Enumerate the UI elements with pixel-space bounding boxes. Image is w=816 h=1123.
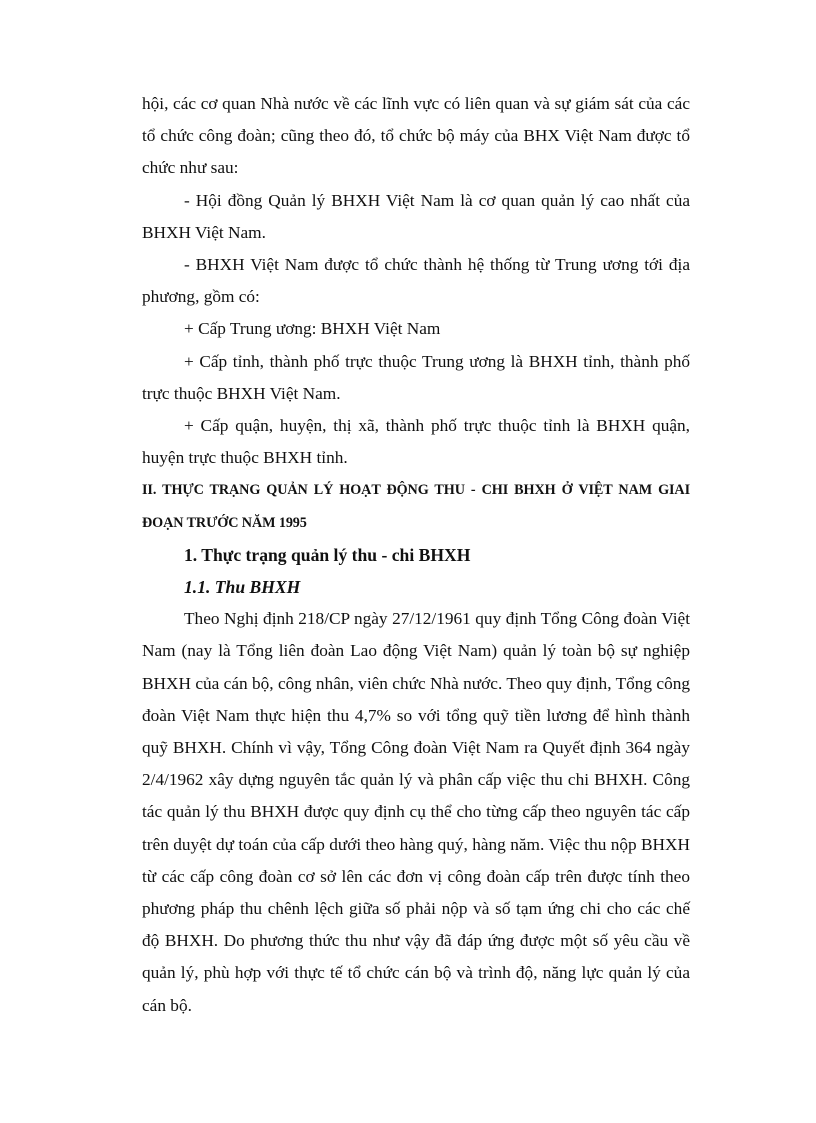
list-item-central-level: + Cấp Trung ương: BHXH Việt Nam xyxy=(184,319,441,339)
document-page xyxy=(142,88,690,1022)
list-item-provincial-level: + Cấp tỉnh, thành phố trực thuộc Trung ương là BHXH tỉnh, thành phố trực thuộc BHXH Việt Nam. xyxy=(142,351,690,403)
body-paragraph: Theo Nghị định 218/CP ngày 27/12/1961 quy định Tổng Công đoàn Việt Nam (nay là Tổng liên đoàn Lao động Việt Nam) quản lý toàn bộ sự nghiệp BHXH của cán bộ, công nhân, viên chức Nhà nước. Theo quy định, Tổng công đoàn Việt Nam thực hiện thu 4,7% so với tổng quỹ tiền lương để hình thành quỹ BHXH. Chính vì vậy, Tổng Công đoàn Việt Nam ra Quyết định 364 ngày 2/4/1962 xây dựng nguyên tắc quản lý và phân cấp việc thu chi BHXH. Công tác quản lý thu BHXH được quy định cụ thể cho từng cấp theo nguyên tác cấp trên duyệt dự toán của cấp dưới theo hàng quý, hàng năm. Việc thu nộp BHXH từ các cấp công đoàn cơ sở lên các đơn vị công đoàn cấp trên được tính theo phương pháp thu chênh lệch giữa số phải nộp và số tạm ứng chi cho các chế độ BHXH. Do phương thức thu như vậy đã đáp ứng được một số yêu cầu về quản lý, phù hợp với thực tế tổ chức cán bộ và trình độ, năng lực quản lý của cán bộ. xyxy=(142,609,690,1015)
subsection-heading: 1. Thực trạng quản lý thu - chi BHXH xyxy=(184,544,471,565)
paragraph-system-organization: - BHXH Việt Nam được tổ chức thành hệ thống từ Trung ương tới địa phương, gồm có: xyxy=(142,255,690,307)
subsubsection-heading: 1.1. Thu BHXH xyxy=(184,577,301,598)
paragraph-management-council: - Hội đồng Quản lý BHXH Việt Nam là cơ quan quản lý cao nhất của BHXH Việt Nam. xyxy=(142,190,690,242)
section-heading: II. THỰC TRẠNG QUẢN LÝ HOẠT ĐỘNG THU - CHI BHXH Ở VIỆT NAM GIAI ĐOẠN TRƯỚC NĂM 1995 xyxy=(142,482,690,531)
list-item-district-level: + Cấp quận, huyện, thị xã, thành phố trực thuộc tỉnh là BHXH quận, huyện trực thuộc BHXH tỉnh. xyxy=(142,416,690,468)
paragraph-continuation: hội, các cơ quan Nhà nước về các lĩnh vực có liên quan và sự giám sát của các tổ chức công đoàn; cũng theo đó, tổ chức bộ máy của BHX Việt Nam được tổ chức như sau: xyxy=(142,94,690,178)
